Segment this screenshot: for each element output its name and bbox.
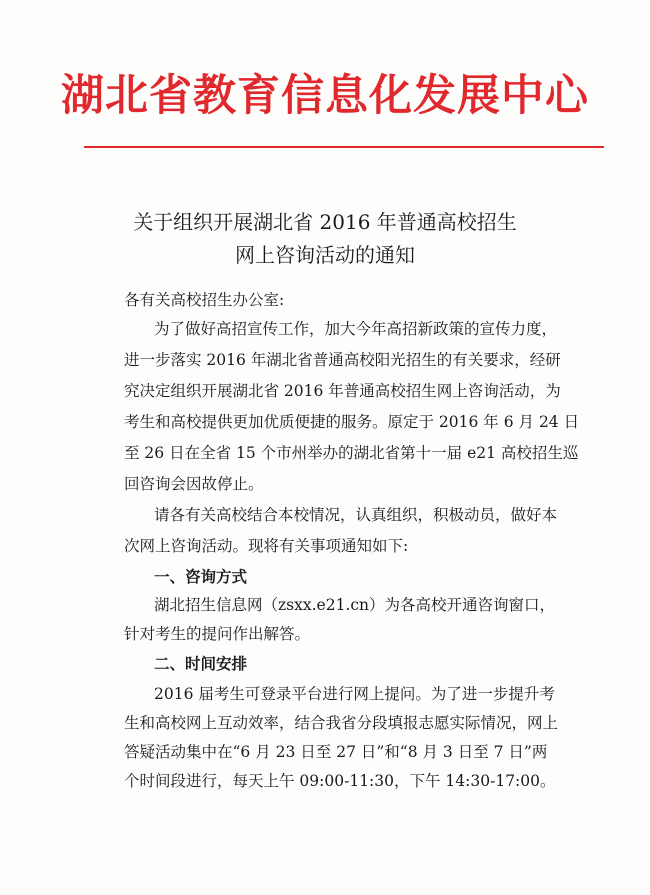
notice-title-line-1: 关于组织开展湖北省 2016 年普通高校招生 bbox=[133, 210, 517, 234]
salutation: 各有关高校招生办公室: bbox=[124, 291, 285, 309]
paragraph-1-line: 为了做好高招宣传工作，加大今年高招新政策的宣传力度， bbox=[154, 320, 558, 338]
paragraph-1-line: 进一步落实 2016 年湖北省普通高校阳光招生的有关要求，经研 bbox=[124, 351, 561, 369]
section-2-line: 答疑活动集中在“6 月 23 日至 27 日”和“8 月 3 日至 7 日”两 bbox=[124, 743, 548, 761]
section-1-line: 湖北招生信息网（zsxx.e21.cn）为各高校开通咨询窗口， bbox=[154, 596, 556, 614]
letterhead-red-rule bbox=[84, 146, 604, 148]
paragraph-1-line: 考生和高校提供更加优质便捷的服务。原定于 2016 年 6 月 24 日 bbox=[124, 413, 580, 431]
letterhead-title: 湖北省教育信息化发展中心 bbox=[61, 71, 589, 121]
section-2-line: 2016 届考生可登录平台进行网上提问。为了进一步提升考 bbox=[154, 685, 555, 703]
section-2-line: 生和高校网上互动效率，结合我省分段填报志愿实际情况，网上 bbox=[124, 714, 559, 732]
section-1-line: 针对考生的提问作出解答。 bbox=[124, 625, 311, 643]
section-2-heading: 二、时间安排 bbox=[154, 655, 248, 673]
section-1-heading: 一、咨询方式 bbox=[154, 568, 248, 586]
paragraph-1-line: 回咨询会因故停止。 bbox=[124, 475, 264, 493]
paragraph-2-line: 请各有关高校结合本校情况，认真组织，积极动员，做好本 bbox=[154, 506, 558, 524]
paragraph-1-line: 究决定组织开展湖北省 2016 年普通高校招生网上咨询活动，为 bbox=[124, 382, 561, 400]
notice-title-line-2: 网上咨询活动的通知 bbox=[235, 243, 415, 267]
section-2-line: 个时间段进行，每天上午 09:00-11:30，下午 14:30-17:00。 bbox=[124, 772, 556, 790]
paragraph-2-line: 次网上咨询活动。现将有关事项通知如下: bbox=[124, 537, 409, 555]
paragraph-1-line: 至 26 日在全省 15 个市州举办的湖北省第十一届 e21 高校招生巡 bbox=[124, 444, 579, 462]
